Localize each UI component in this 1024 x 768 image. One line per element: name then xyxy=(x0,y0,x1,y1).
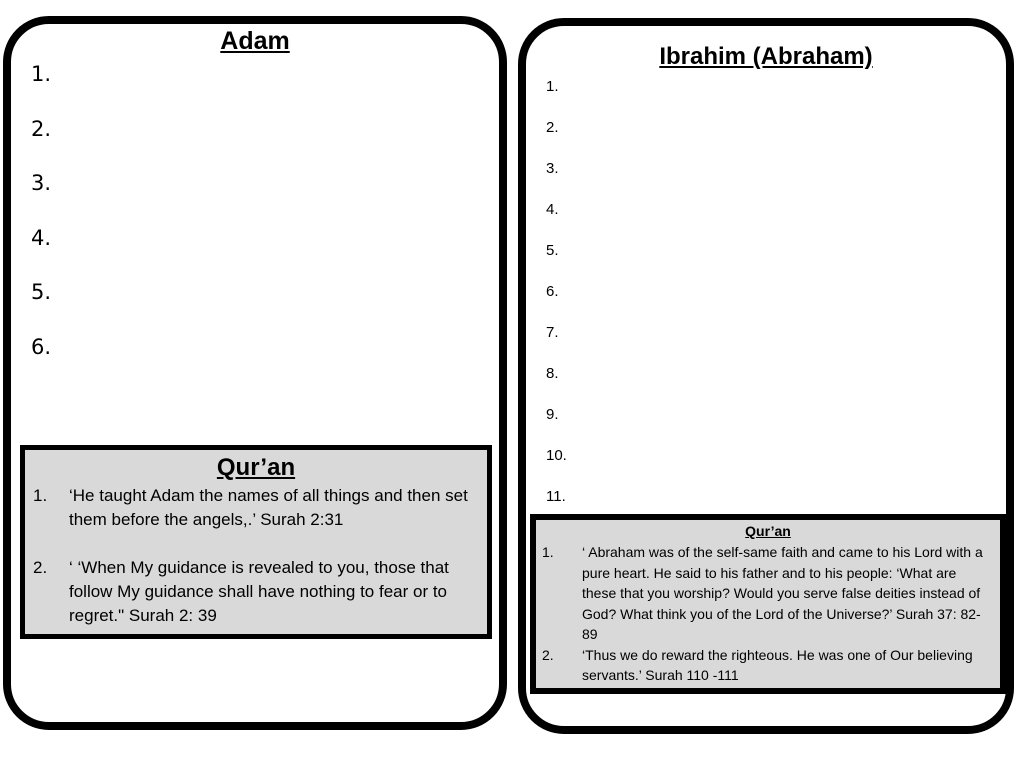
ibrahim-title: Ibrahim (Abraham) xyxy=(659,43,873,70)
adam-title: Adam xyxy=(220,27,290,55)
ibrahim-card xyxy=(518,18,1014,734)
ibrahim-quran-box xyxy=(530,514,1006,694)
quote-number: 1. xyxy=(33,486,48,505)
list-item: 3. xyxy=(31,171,52,196)
list-item: 5. xyxy=(31,280,52,305)
quran-quote xyxy=(25,556,487,628)
quran-quote xyxy=(536,645,1000,686)
quote-text: ‘Thus we do reward the righteous. He was one of Our believing servants.’ Surah 110 -111 xyxy=(582,646,973,683)
list-item: 9. xyxy=(546,406,559,423)
quote-number: 2. xyxy=(542,646,554,663)
ibrahim-numbered-list xyxy=(546,76,567,527)
list-item: 3. xyxy=(546,160,559,177)
quran-quote xyxy=(25,484,487,532)
adam-card xyxy=(3,16,507,730)
adam-numbered-list xyxy=(31,60,51,388)
quote-text: ‘ Abraham was of the self-same faith and came to his Lord with a pure heart. He said to his father and to his people: ‘What are these that you worship? Would you serve false deities instead of God? What think you of the Lord of the Universe?’ Surah 37: 82-89 xyxy=(582,544,983,642)
list-item: 2. xyxy=(31,116,52,141)
ibrahim-quran-title: Qur’an xyxy=(745,523,791,539)
list-item: 11. xyxy=(546,488,566,505)
list-item: 4. xyxy=(546,201,559,218)
list-item: 4. xyxy=(31,225,52,250)
quote-number: 1. xyxy=(542,544,554,560)
adam-quran-quotes xyxy=(25,484,487,628)
list-item: 6. xyxy=(31,334,52,359)
quote-number: 2. xyxy=(33,558,48,577)
list-item: 6. xyxy=(546,283,559,300)
list-item: 8. xyxy=(546,365,559,382)
quote-text: ‘He taught Adam the names of all things and then set them before the angels,.’ Surah 2:31 xyxy=(69,486,468,529)
list-item: 10. xyxy=(546,447,567,464)
quran-quote xyxy=(536,542,1000,645)
adam-quran-title: Qur’an xyxy=(216,454,296,481)
list-item: 2. xyxy=(546,119,559,136)
quote-text: ‘ ‘When My guidance is revealed to you, those that follow My guidance shall have nothing to fear or to regret." Surah 2: 39 xyxy=(69,558,449,625)
list-item: 1. xyxy=(546,78,559,95)
list-item: 7. xyxy=(546,324,559,341)
list-item: 1. xyxy=(31,62,52,86)
ibrahim-quran-quotes xyxy=(536,542,1000,686)
list-item: 5. xyxy=(546,242,559,259)
adam-quran-box xyxy=(20,445,492,639)
